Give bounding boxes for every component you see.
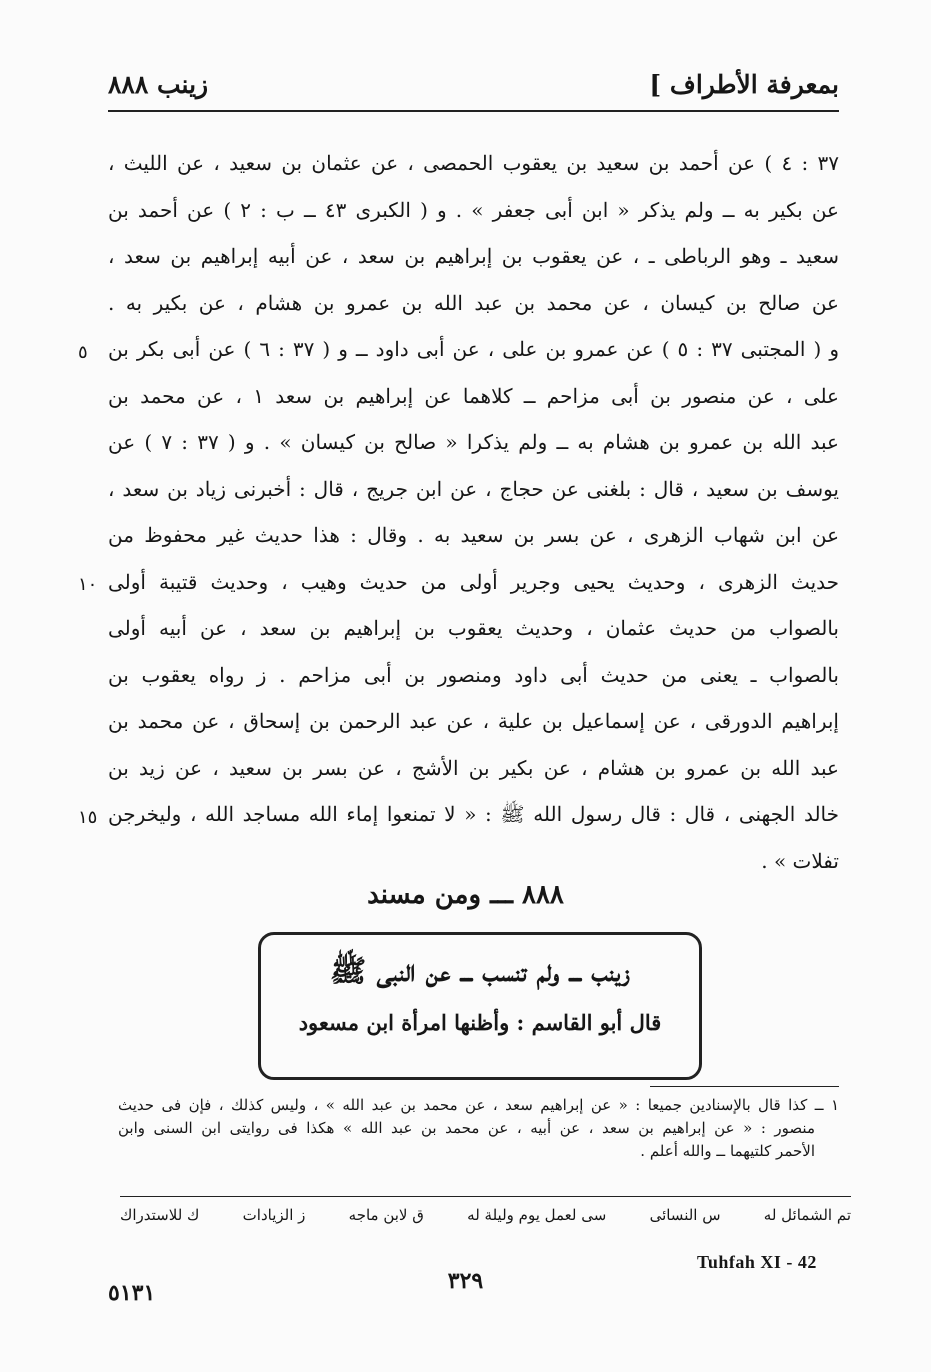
musnad-note: قال أبو القاسم : وأظنها امرأة ابن مسعود [298, 1010, 662, 1035]
sigla-item: سى لعمل يوم وليلة له [467, 1206, 607, 1224]
line-number-5: ٥ [78, 342, 88, 363]
running-head-left: زينب ٨٨٨ [108, 69, 209, 99]
body-text [108, 140, 839, 884]
sigla-item: ك للاستدراك [120, 1206, 200, 1224]
sigla-item: تم الشمائل له [763, 1206, 851, 1224]
body-line: على ، عن منصور بن أبى مزاحم ــ كلاهما عن إبراهيم بن سعد ١ ، عن محمد بن [108, 383, 839, 408]
footnote-rule [650, 1086, 839, 1087]
body-line: و ( المجتبى ٣٧ : ٥ ) عن عمرو بن على ، عن أبى داود ــ و ( ٣٧ : ٦ ) عن أبى بكر بن [108, 337, 839, 361]
body-line: عن ابن شهاب الزهرى ، عن بسر بن سعيد به . وقال : هذا حديث غير محفوظ من [108, 523, 839, 547]
footnote-line: الأحمر كلتيهما ــ والله أعلم . [640, 1142, 815, 1160]
body-line: عن بكير به ــ ولم يذكر « ابن أبى جعفر » . و ( الكبرى ٤٣ ــ ب : ٢ ) عن أحمد بن [108, 197, 839, 222]
sigla-rule [120, 1196, 851, 1197]
header-rule [108, 110, 839, 112]
body-line: إبراهيم الدورقى ، عن إسماعيل بن علية ، عن عبد الرحمن بن إسحاق ، عن محمد بن [108, 709, 839, 733]
sigla-item: س النسائى [649, 1206, 721, 1224]
section-title: ٨٨٨ ـــ ومن مسند [367, 880, 564, 910]
musnad-name: زينب ـــ ولم تنسب ـــ عن النبى ﷺ [330, 954, 630, 989]
page-number: ٣٢٩ [447, 1268, 484, 1294]
body-line: يوسف بن سعيد ، قال : بلغنى عن حجاج ، عن ابن جريج ، قال : أخبرنى زياد بن سعد ، [108, 476, 839, 501]
body-line: سعيد ـ وهو الرباطى ـ ، عن يعقوب بن إبراهيم بن سعد ، عن أبيه إبراهيم بن سعد ، [108, 244, 839, 268]
sigla-item: ز الزيادات [242, 1206, 306, 1224]
hadith-number: ٥١٣١ [108, 1280, 156, 1306]
sigla-legend [120, 1206, 851, 1236]
footnote-line: ١ ــ كذا قال بالإسنادين جميعا : « عن إبراهيم سعد ، عن محمد بن عبد الله » ، وليس كذلك ، فإن فى حديث [118, 1096, 839, 1114]
body-line: عن صالح بن كيسان ، عن محمد بن عبد الله بن عمرو بن هشام ، عن بكير به . [108, 290, 839, 315]
sigla-item: ق لابن ماجه [348, 1206, 424, 1224]
line-number-15: ١٥ [78, 807, 98, 828]
body-line: بالصواب ـ يعنى من حديث أبى داود ومنصور بن أبى مزاحم . ز رواه يعقوب بن [108, 662, 839, 687]
body-line: خالد الجهنى ، قال : قال رسول الله ﷺ : « لا تمنعوا إماء الله مساجد الله ، وليخرجن [108, 802, 839, 826]
body-line: حديث الزهرى ، وحديث يحيى وجرير أولى من حديث وهيب ، وحديث قتيبة أولى [108, 569, 839, 594]
running-head-right: بمعرفة الأطراف ] [649, 69, 839, 99]
running-head [108, 62, 839, 106]
footnotes [118, 1094, 839, 1163]
musnad-title-box [258, 932, 702, 1080]
footnote-line: منصور : « عن إبراهيم بن سعد ، عن أبيه ، عن محمد بن عبد الله » هكذا فى روايتى ابن السنى وابن [118, 1119, 815, 1137]
body-line: ٣٧ : ٤ ) عن أحمد بن سعيد بن يعقوب الحمصى ، عن عثمان بن سعيد ، عن الليث ، [108, 151, 839, 175]
body-line: تفلات » . [761, 848, 839, 873]
body-line: بالصواب من حديث عثمان ، وحديث يعقوب بن إبراهيم بن سعد ، عن أبيه أولى [108, 616, 839, 640]
line-number-10: ١٠ [78, 574, 98, 595]
volume-tag: Tuhfah XI - 42 [697, 1252, 817, 1272]
body-line: عبد الله بن عمرو بن هشام ، عن بكير بن الأشج ، عن بسر بن سعيد ، عن زيد بن [108, 755, 839, 780]
body-line: عبد الله بن عمرو بن هشام به ــ ولم يذكرا « صالح بن كيسان » . و ( ٣٧ : ٧ ) عن [108, 430, 839, 454]
